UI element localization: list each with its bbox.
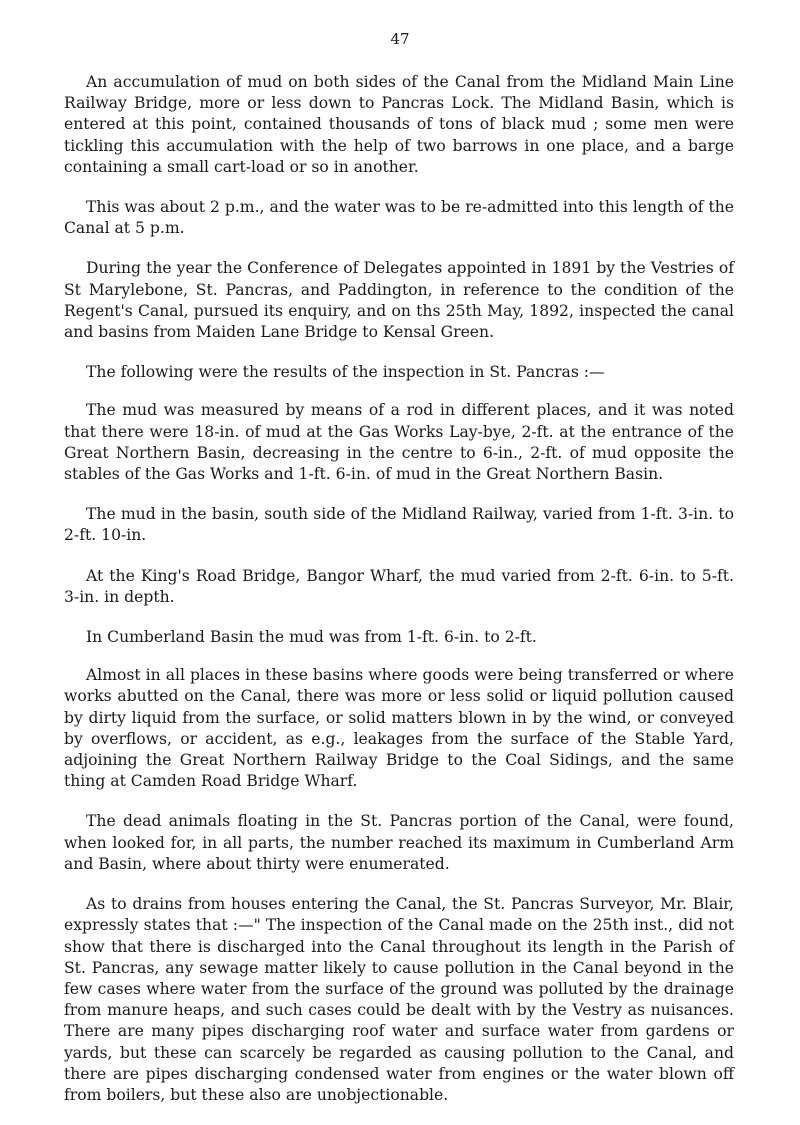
body-text <box>64 72 734 1125</box>
paragraph-drains-surveyor: As to drains from houses entering the Canal, the St. Pancras Surveyor, Mr. Blair, expressly states that :—" The inspection of the Canal made on the 25th inst., did not show that there is discharged into the Canal throughout its length in the Parish of St. Pancras, any sewage matter likely to cause pollution in the Canal beyond in the few cases where water from the surface of the ground was polluted by the drainage from manure heaps, and such cases could be dealt with by the Vestry as nuisances. There are many pipes discharging roof water and surface water from gardens or yards, but these can scarcely be regarded as causing pollution to the Canal, and there are pipes discharging condensed water from engines or the water blown off from boilers, but these also are unobjectionable. <box>64 895 734 1104</box>
paragraph-cumberland-basin: In Cumberland Basin the mud was from 1-ft. 6-in. to 2-ft. <box>86 628 537 647</box>
page-number: 47 <box>390 30 410 48</box>
paragraph-dead-animals: The dead animals floating in the St. Pancras portion of the Canal, were found, when looked for, in all parts, the number reached its maximum in Cumberland Arm and Basin, where about thirty were enumerated. <box>64 812 734 873</box>
paragraph-midland-mud: An accumulation of mud on both sides of the Canal from the Midland Main Line Railway Bridge, more or less down to Pancras Lock. The Midland Basin, which is entered at this point, contained thousands of tons of black mud ; some men were tickling this accumulation with the help of two barrows in one place, and a barge containing a small cart-load or so in another. <box>64 73 734 176</box>
paragraph-pollution: Almost in all places in these basins where goods were being transferred or where works abutted on the Canal, there was more or less solid or liquid pollution caused by dirty liquid from the surface, or solid matters blown in by the wind, or conveyed by overflows, or accident, as e.g., leakages from the surface of the Stable Yard, adjoining the Great Northern Railway Bridge to the Coal Sidings, and the same thing at Camden Road Bridge Wharf. <box>64 666 734 791</box>
paragraph-kings-road-bridge: At the King's Road Bridge, Bangor Wharf, the mud varied from 2-ft. 6-in. to 5-ft. 3-in. in depth. <box>64 566 734 606</box>
paragraph-midland-basin: The mud in the basin, south side of the Midland Railway, varied from 1-ft. 3-in. to 2-ft. 10-in. <box>64 505 734 545</box>
paragraph-water-readmitted: This was about 2 p.m., and the water was to be re-admitted into this length of the Canal at 5 p.m. <box>64 198 734 238</box>
paragraph-results-intro: The following were the results of the inspection in St. Pancras :— <box>86 363 605 382</box>
paragraph-mud-measured: The mud was measured by means of a rod in different places, and it was noted that there were 18-in. of mud at the Gas Works Lay-bye, 2-ft. at the entrance of the Great Northern Basin, decreasing in the centre to 6-in., 2-ft. of mud opposite the stables of the Gas Works and 1-ft. 6-in. of mud in the Great Northern Basin. <box>64 401 734 484</box>
paragraph-conference-delegates: During the year the Conference of Delegates appointed in 1891 by the Vestries of St Marylebone, St. Pancras, and Paddington, in reference to the condition of the Regent's Canal, pursued its enquiry, and on ths 25th May, 1892, inspected the canal and basins from Maiden Lane Bridge to Kensal Green. <box>64 259 734 342</box>
